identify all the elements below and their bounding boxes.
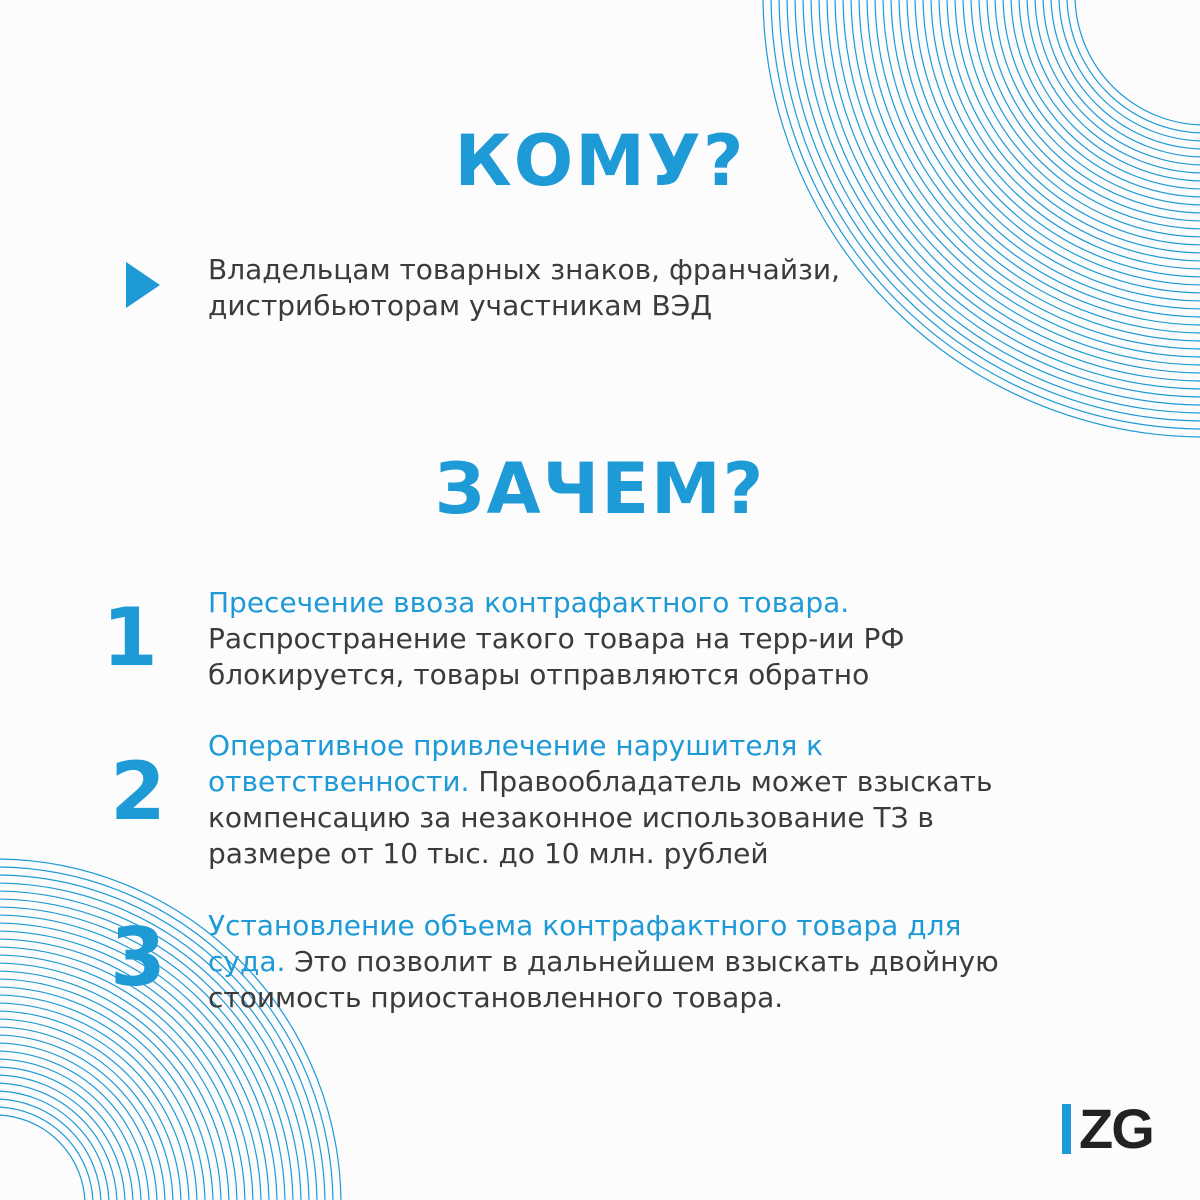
decorative-arc — [0, 1067, 133, 1200]
reason-3-highlight-2: суда. — [208, 945, 286, 978]
decorative-arc — [0, 1059, 141, 1200]
reason-1-text — [208, 585, 1108, 693]
reason-2-highlight-2: ответственности. — [208, 765, 470, 798]
decorative-arc — [779, 0, 1200, 421]
who-description — [208, 252, 1108, 324]
decorative-arc — [0, 1003, 197, 1200]
reason-3-line-3: стоимость приостановленного товара. — [208, 981, 784, 1014]
decorative-arc — [0, 1011, 189, 1200]
zg-logo — [1062, 1097, 1153, 1160]
decorative-arc — [0, 1107, 93, 1200]
reason-3-text — [208, 908, 1108, 1016]
decorative-arc — [763, 0, 1200, 437]
who-heading: КОМУ? — [454, 120, 746, 202]
reason-2-line-2-rest: Правообладатель может взыскать — [469, 765, 993, 798]
decorative-arc — [0, 1043, 157, 1200]
decorative-arc — [0, 1051, 149, 1200]
reason-2-text — [208, 728, 1108, 872]
reason-2-line-3: компенсацию за незаконное использование ТЗ в — [208, 801, 934, 834]
decorative-arc — [0, 1075, 125, 1200]
decorative-arc — [771, 0, 1200, 429]
decorative-arc — [0, 995, 205, 1200]
decorative-arc — [0, 1083, 117, 1200]
reason-1-line-2: Распространение такого товара на терр-ии РФ — [208, 622, 905, 655]
why-heading: ЗАЧЕМ? — [434, 448, 766, 530]
top-right-arcs — [763, 0, 1200, 437]
decorative-arc — [0, 1115, 85, 1200]
reason-2-line-4: размере от 10 тыс. до 10 млн. рублей — [208, 837, 769, 870]
who-line-2: дистрибьюторам участникам ВЭД — [208, 289, 713, 322]
decorative-arc — [1075, 0, 1200, 125]
decorative-arc — [0, 971, 229, 1200]
decorative-arc — [0, 1035, 165, 1200]
decorative-arc — [0, 1019, 181, 1200]
decorative-arc — [795, 0, 1200, 405]
decorative-arc — [0, 1091, 109, 1200]
decorative-arc — [787, 0, 1200, 413]
logo-text: ZG — [1079, 1097, 1153, 1160]
decorative-arc — [0, 1099, 101, 1200]
reason-3-line-2-rest: Это позволит в дальнейшем взыскать двойную — [285, 945, 999, 978]
reason-number-2: 2 — [110, 745, 166, 838]
decorative-arc — [0, 979, 221, 1200]
who-line-1: Владельцам товарных знаков, франчайзи, — [208, 253, 841, 286]
reason-number-3: 3 — [110, 911, 166, 1004]
decorative-arc — [1067, 0, 1200, 133]
reason-number-1: 1 — [102, 591, 158, 684]
decorative-arc — [0, 1027, 173, 1200]
reason-1-highlight: Пресечение ввоза контрафактного товара. — [208, 586, 850, 619]
play-triangle-icon — [126, 262, 160, 308]
reason-1-line-3: блокируется, товары отправляются обратно — [208, 658, 870, 691]
logo-accent-bar — [1062, 1104, 1071, 1154]
decorative-arc — [0, 987, 213, 1200]
reason-2-highlight-1: Оперативное привлечение нарушителя к — [208, 729, 824, 762]
reason-3-highlight-1: Установление объема контрафактного товара для — [208, 909, 962, 942]
